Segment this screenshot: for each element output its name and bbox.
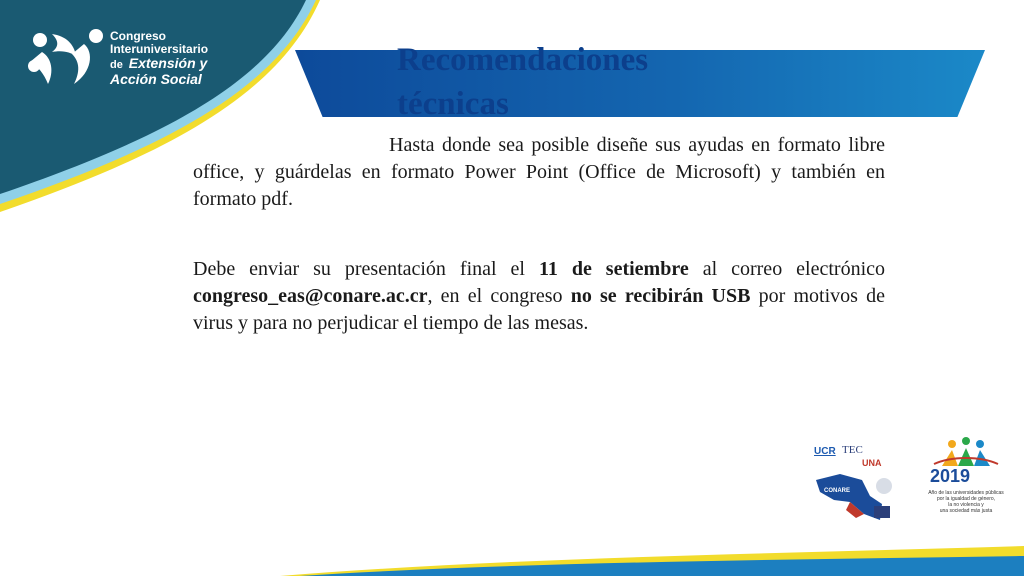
una-label: UNA — [862, 458, 882, 468]
logo-line-3 — [110, 56, 208, 72]
paragraph-2-text-2: al correo electrónico — [688, 258, 885, 280]
logo-line-2: Interuniversitario — [110, 42, 209, 56]
anniversary-caption-line-4: una sociedad más justa — [939, 508, 993, 514]
ucr-label: UCR — [814, 446, 836, 457]
anniversary-caption — [912, 490, 1020, 514]
paragraph-2-text-4: por motivos de virus y para no perjudicar el tiempo de las mesas. — [193, 285, 885, 334]
partner-universities-logo — [810, 440, 906, 526]
anniversary-caption-line-2: por la igualdad de género, — [936, 496, 996, 502]
usb-warning: no se recibirán USB — [570, 285, 751, 307]
anniversary-caption-line-3: la no violencia y — [948, 502, 984, 508]
logo-line-3-main: Extensión y — [128, 55, 208, 71]
contact-email: congreso_eas@conare.ac.cr — [193, 285, 428, 307]
tec-label: TEC — [842, 444, 863, 456]
anniversary-year: 2019 — [930, 466, 971, 486]
slide-title: Recomendaciones técnicas — [397, 42, 649, 122]
anniversary-caption-line-1: Año de las universidades públicas — [928, 490, 1004, 496]
congress-logo — [22, 22, 222, 102]
paragraph-2-text-3: , en el congreso — [427, 285, 571, 307]
logo-line-3-prefix: de — [110, 59, 123, 71]
paragraph-2-text-1: Debe enviar su presentación final el — [193, 258, 539, 280]
paragraph-1: Hasta donde sea posible diseñe sus ayudas en formato libre office, y guárdelas en formato Power Point (Office de Microsoft) y también en formato pdf. — [193, 134, 885, 210]
deadline-date: 11 de setiembre — [538, 258, 689, 280]
logo-line-4: Acción Social — [110, 71, 202, 87]
anniversary-2019-logo — [912, 436, 1020, 520]
conare-label: CONARE — [824, 488, 851, 494]
paragraph-2 — [193, 256, 885, 337]
logo-line-1: Congreso — [110, 29, 167, 43]
figures-logo-icon — [22, 22, 108, 102]
congress-logo-text — [110, 30, 208, 86]
people-celebration-icon — [912, 436, 1020, 470]
